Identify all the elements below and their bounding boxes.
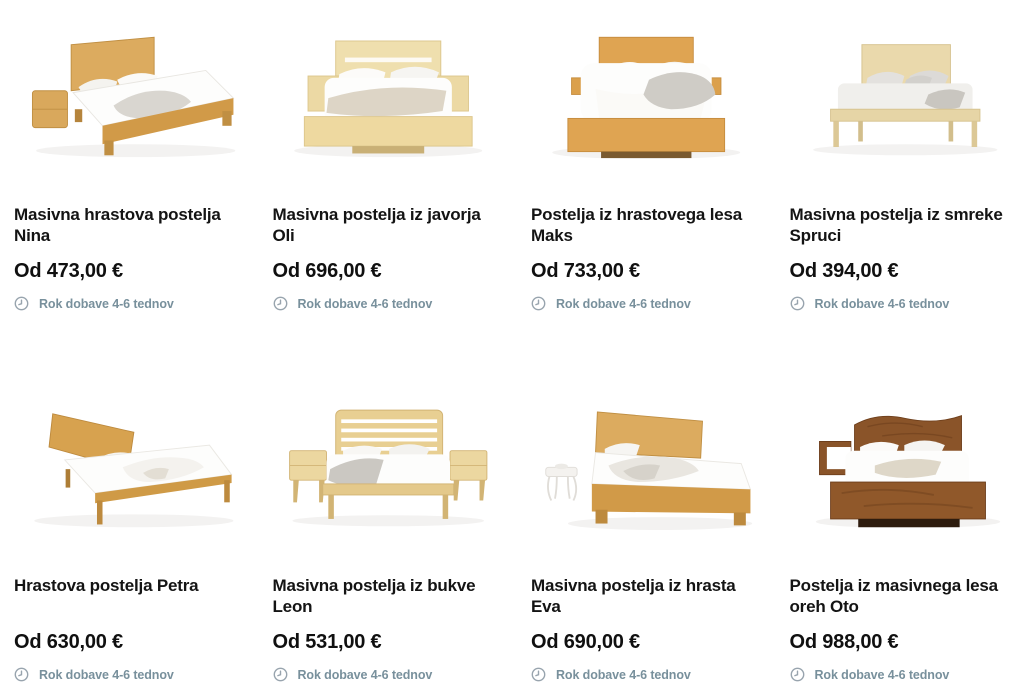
product-photo[interactable] <box>790 377 1021 541</box>
delivery-text: Rok dobave 4-6 tednov <box>297 667 433 682</box>
delivery-text: Rok dobave 4-6 tednov <box>556 667 691 682</box>
clock-icon <box>273 667 288 682</box>
product-price: Od 690,00 € <box>531 631 640 653</box>
product-title[interactable]: Postelja iz hrastovega lesa Maks <box>531 205 742 245</box>
product-card[interactable] <box>273 6 504 311</box>
product-price: Od 531,00 € <box>272 631 382 653</box>
clock-icon <box>14 667 29 682</box>
product-title[interactable]: Masivna hrastova postelja Nina <box>14 205 221 245</box>
clock-icon <box>531 667 546 682</box>
product-card[interactable] <box>790 6 1021 311</box>
product-photo[interactable] <box>273 377 504 541</box>
product-card[interactable] <box>273 377 504 682</box>
delivery-text: Rok dobave 4-6 tednov <box>814 296 950 311</box>
product-photo[interactable] <box>273 6 504 170</box>
product-card[interactable] <box>14 377 245 682</box>
delivery-info <box>531 667 762 682</box>
product-price: Od 988,00 € <box>789 631 899 653</box>
bed-oto-illustration <box>790 377 1021 541</box>
product-title[interactable]: Postelja iz masivnega lesa oreh Oto <box>789 576 998 616</box>
product-title[interactable]: Masivna postelja iz bukve Leon <box>272 576 476 616</box>
product-card[interactable] <box>14 6 245 311</box>
product-photo[interactable] <box>790 6 1021 170</box>
product-title[interactable]: Masivna postelja iz smreke Spruci <box>789 205 1003 245</box>
delivery-info <box>273 296 504 311</box>
product-title[interactable]: Masivna postelja iz javorja Oli <box>272 205 481 245</box>
delivery-info <box>14 667 245 682</box>
clock-icon <box>790 296 805 311</box>
delivery-text: Rok dobave 4-6 tednov <box>39 296 174 311</box>
bed-eva-illustration <box>531 377 762 541</box>
product-card[interactable] <box>531 377 762 682</box>
product-photo[interactable] <box>531 6 762 170</box>
delivery-text: Rok dobave 4-6 tednov <box>39 667 174 682</box>
bed-leon-illustration <box>273 377 504 541</box>
product-price: Od 733,00 € <box>531 260 640 282</box>
delivery-text: Rok dobave 4-6 tednov <box>814 667 950 682</box>
delivery-info <box>790 296 1021 311</box>
clock-icon <box>273 296 288 311</box>
product-price: Od 696,00 € <box>272 260 382 282</box>
product-title[interactable]: Masivna postelja iz hrasta Eva <box>531 576 736 616</box>
bed-maks-illustration <box>531 6 762 170</box>
bed-oli-illustration <box>273 6 504 170</box>
bed-nina-illustration <box>14 6 245 170</box>
delivery-text: Rok dobave 4-6 tednov <box>297 296 433 311</box>
bed-spruci-illustration <box>790 6 1021 170</box>
product-photo[interactable] <box>531 377 762 541</box>
delivery-info <box>273 667 504 682</box>
clock-icon <box>531 296 546 311</box>
delivery-text: Rok dobave 4-6 tednov <box>556 296 691 311</box>
product-title[interactable]: Hrastova postelja Petra <box>14 576 199 595</box>
delivery-info <box>790 667 1021 682</box>
clock-icon <box>14 296 29 311</box>
product-card[interactable] <box>790 377 1021 682</box>
delivery-info <box>531 296 762 311</box>
product-price: Od 473,00 € <box>14 260 123 282</box>
product-price: Od 630,00 € <box>14 631 123 653</box>
bed-petra-illustration <box>14 377 245 541</box>
product-card[interactable] <box>531 6 762 311</box>
delivery-info <box>14 296 245 311</box>
clock-icon <box>790 667 805 682</box>
product-photo[interactable] <box>14 377 245 541</box>
product-price: Od 394,00 € <box>789 260 899 282</box>
product-photo[interactable] <box>14 6 245 170</box>
